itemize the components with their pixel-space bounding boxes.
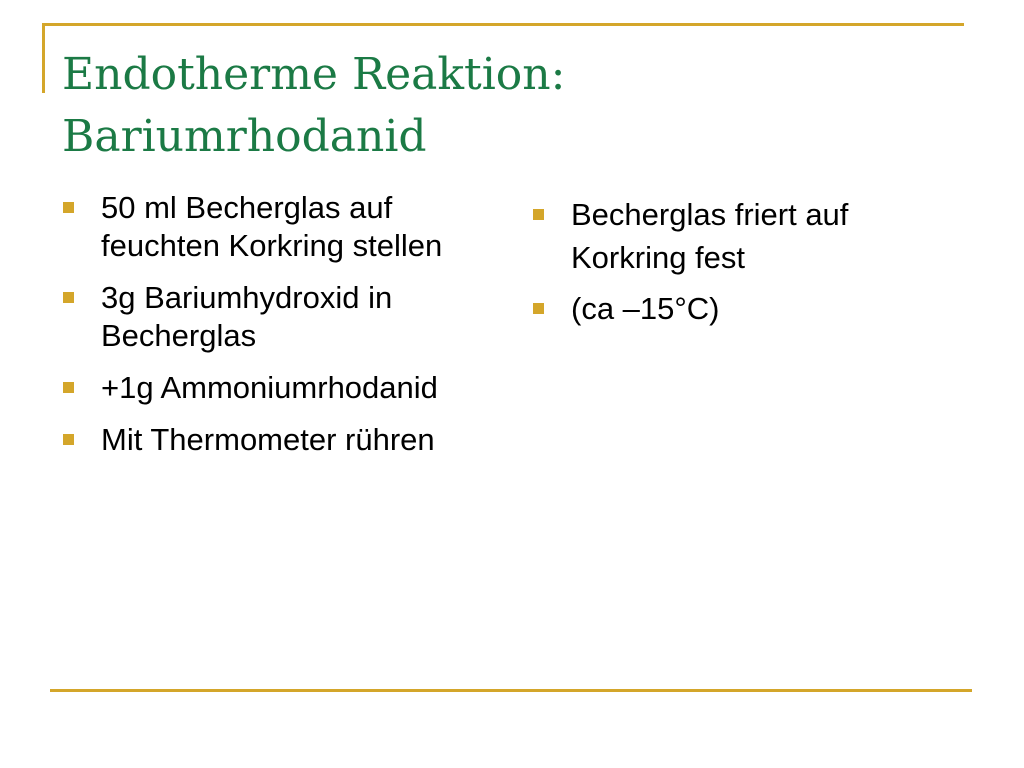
list-item-text: 50 ml Becherglas auf feuchten Korkring stellen (101, 190, 443, 263)
list-item-text: 3g Bariumhydroxid in Becherglas (101, 280, 393, 353)
list-item (62, 421, 462, 459)
list-item (62, 369, 462, 407)
square-bullet-icon (63, 202, 74, 213)
bottom-rule (50, 689, 972, 692)
list-item (62, 279, 462, 355)
square-bullet-icon (63, 292, 74, 303)
square-bullet-icon (533, 209, 544, 220)
list-item-text: (ca –15°C) (571, 291, 720, 326)
list-item (532, 287, 952, 330)
title-line-2: Bariumrhodanid (62, 111, 427, 162)
left-rule (42, 23, 45, 93)
square-bullet-icon (63, 382, 74, 393)
slide-title (62, 44, 962, 168)
list-item-text: Becherglas friert auf Korkring fest (571, 197, 849, 275)
right-bullet-list (532, 193, 952, 338)
left-bullet-list (62, 189, 462, 473)
top-rule (42, 23, 964, 26)
square-bullet-icon (533, 303, 544, 314)
list-item-text: Mit Thermometer rühren (101, 422, 435, 457)
title-line-1: Endotherme Reaktion: (62, 49, 566, 100)
square-bullet-icon (63, 434, 74, 445)
list-item (62, 189, 462, 265)
list-item (532, 193, 952, 279)
list-item-text: +1g Ammoniumrhodanid (101, 370, 438, 405)
